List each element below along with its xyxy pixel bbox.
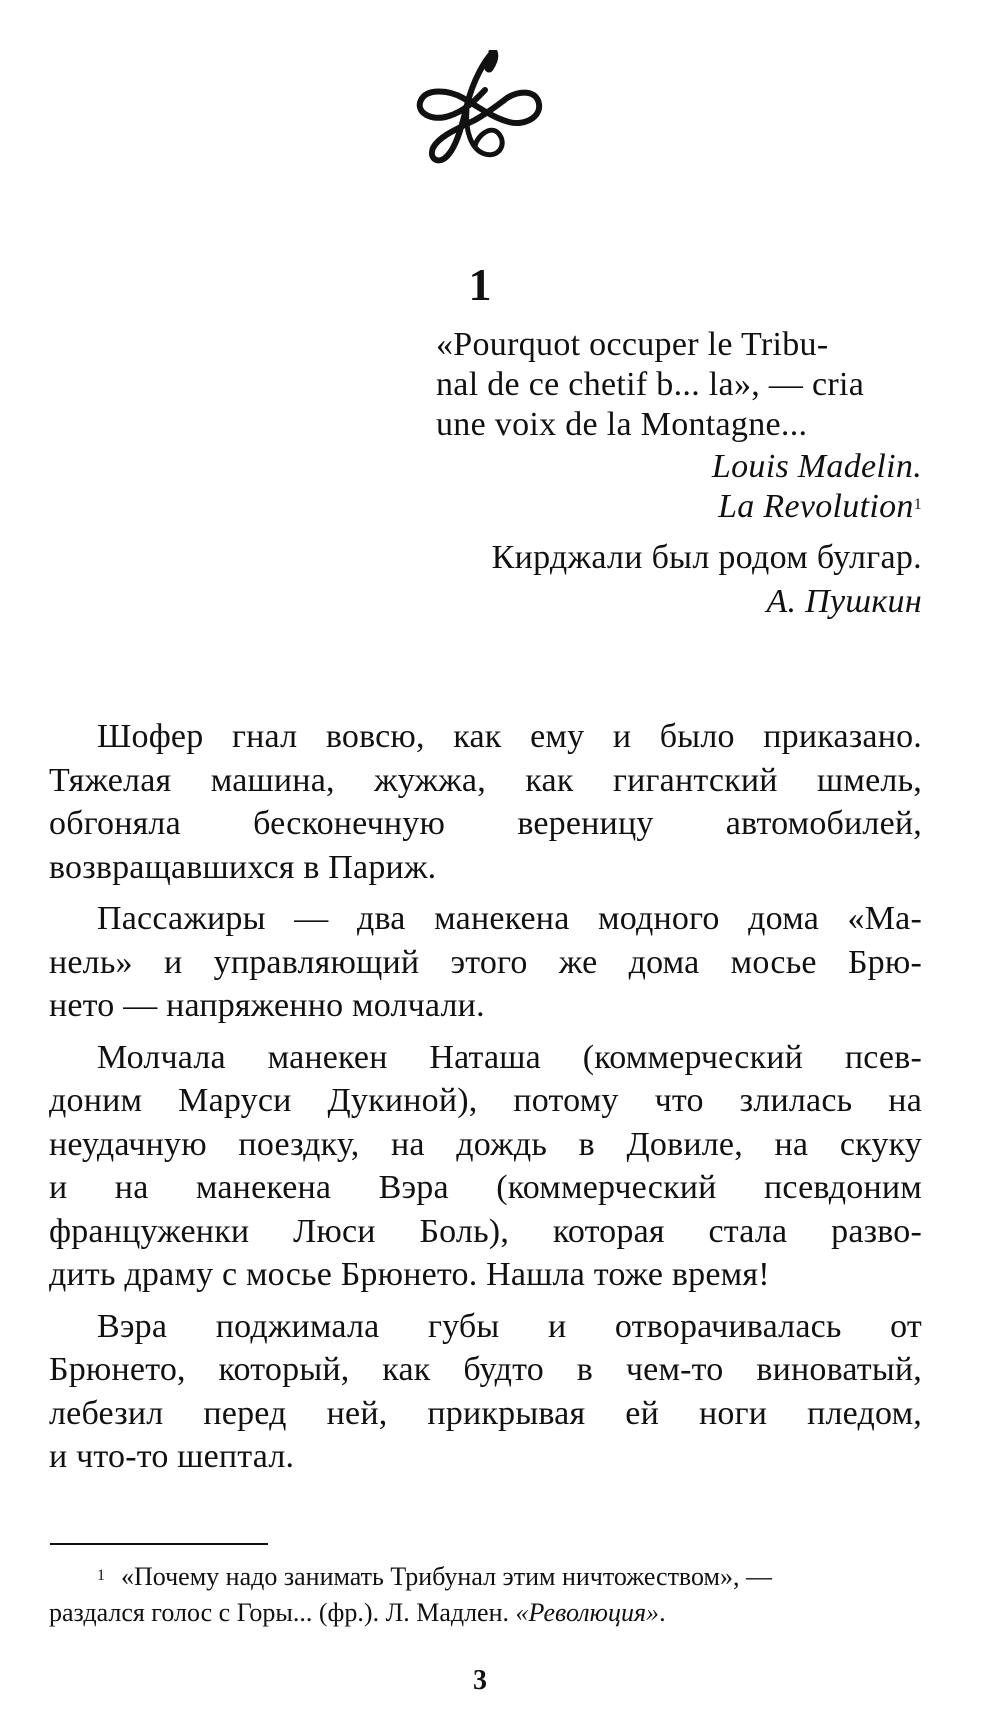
text-line: Вэра поджимала губы и отворачивалась от — [97, 1307, 922, 1345]
text-line: Молчала манекен Наташа (коммерческий псев- — [97, 1038, 922, 1076]
epigraph-attribution — [436, 447, 922, 527]
text-line: француженки Люси Боль), которая стала разво- — [49, 1212, 922, 1250]
body-text — [49, 715, 922, 1487]
text-line: лебезил перед ней, прикрывая ей ноги пледом, — [49, 1394, 922, 1432]
epigraph-work-line — [436, 487, 922, 527]
footnote-mark: 1 — [97, 1567, 105, 1584]
footnote-reference[interactable]: 1 — [913, 496, 922, 513]
text-line: нето — напряженно молчали. — [49, 987, 485, 1024]
text-line: Тяжелая машина, жужжа, как гигантский шмель, — [49, 761, 922, 799]
footnote-divider — [50, 1543, 268, 1545]
text-line: и на манекена Вэра (коммерческий псевдоним — [49, 1169, 922, 1206]
text-line: Шофер гнал вовсю, как ему и было приказано. — [97, 718, 922, 755]
paragraph — [49, 1305, 922, 1479]
text-line: Брюнето, который, как будто в чем-то виноватый, — [49, 1351, 922, 1388]
epigraph-french — [436, 325, 922, 445]
text-line: и что-то шептал. — [49, 1438, 295, 1475]
text-line: нель» и управляющий этого же дома мосье Брю- — [49, 943, 922, 981]
paragraph — [49, 715, 922, 889]
footnote — [49, 1559, 922, 1631]
chapter-number: 1 — [468, 259, 492, 310]
epigraph-text: Кирджали был родом булгар. — [491, 539, 922, 576]
epigraph-line: «Pourquot occuper le Tribu- — [436, 326, 829, 363]
paragraph — [49, 897, 922, 1028]
footnote-line — [49, 1559, 922, 1595]
page-number: 3 — [473, 1665, 487, 1696]
flourish-ornament-icon — [415, 50, 555, 175]
footnote-line — [49, 1595, 922, 1631]
text-line: Пассажиры — два манекена модного дома «Ма- — [97, 900, 922, 937]
epigraph-line: une voix de la Montagne... — [436, 406, 808, 443]
text-line: доним Маруси Дукиной), потому что злилась на — [49, 1082, 922, 1119]
text-line: дить драму с мосье Брюнето. Нашла тоже время! — [49, 1256, 770, 1293]
footnote-text: раздался голос с Горы... (фр.). Л. Мадлен. — [49, 1598, 516, 1627]
text-line: неудачную поездку, на дождь в Довиле, на скуку — [49, 1125, 922, 1163]
epigraph-russian — [436, 538, 922, 622]
epigraph-work: La Revolution — [718, 488, 914, 525]
text-line: возвращавшихся в Париж. — [49, 848, 437, 886]
epigraph-author: А. Пушкин — [766, 583, 922, 620]
footnote-text: «Почему надо занимать Трибунал этим ничтожеством», — — [121, 1562, 772, 1591]
epigraph-line: nal de ce chetif b... la», — cria — [436, 366, 865, 403]
footnote-text-end: . — [659, 1598, 666, 1627]
epigraph-author: Louis Madelin. — [711, 448, 922, 485]
footnote-italic-title: «Революция» — [515, 1598, 660, 1627]
paragraph — [49, 1036, 922, 1297]
text-line: обгоняла бесконечную вереницу автомобилей, — [49, 805, 922, 842]
